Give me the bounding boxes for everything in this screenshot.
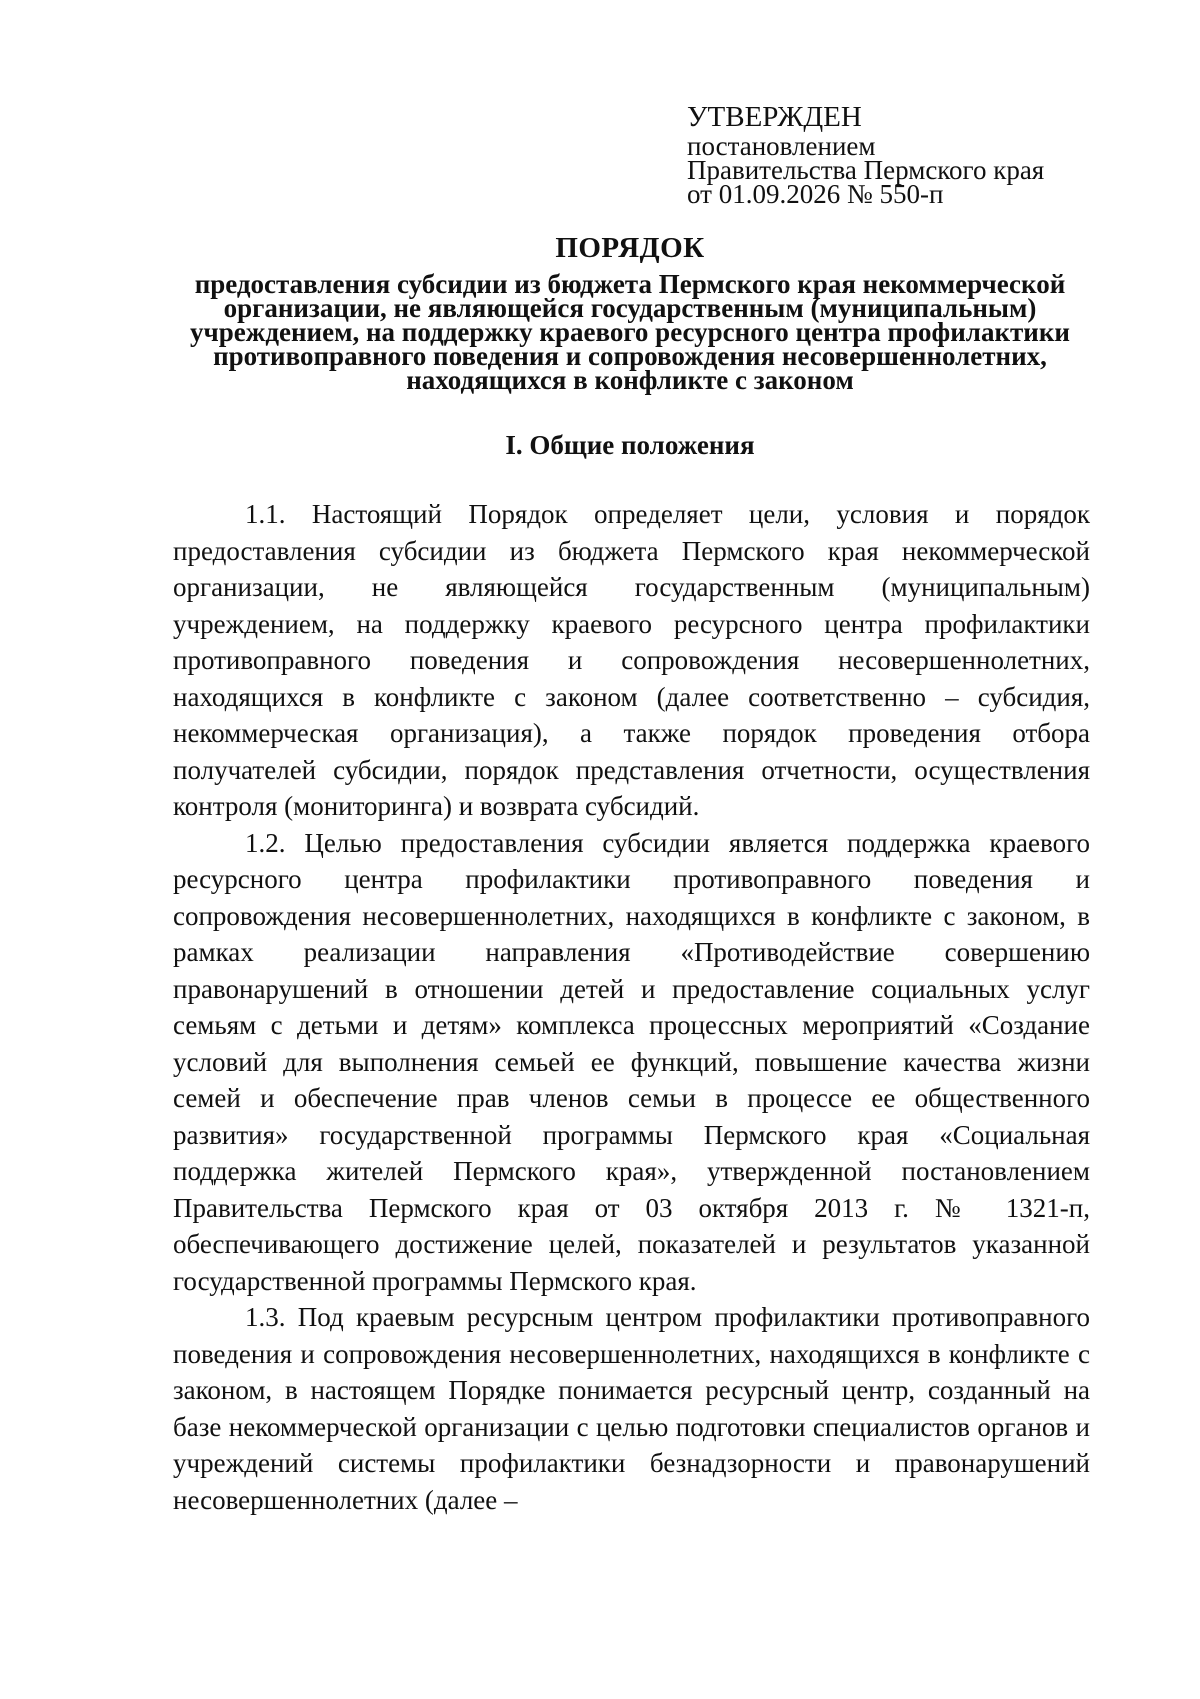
approval-line-2: Правительства Пермского края xyxy=(687,155,1045,185)
document-subtitle: предоставления субсидии из бюджета Пермского края некоммерческой организации, не являющейся государственным (муниципальным) учреждением, на поддержку краевого ресурсного центра профилактики противоправного поведения и сопровождения несовершеннолетних, находящихся в конфликте с законом xyxy=(190,269,1070,395)
section-title: I. Общие положения xyxy=(505,430,755,460)
approval-line-3: от 01.09.2026 № 550-п xyxy=(687,179,944,209)
paragraph-1-3: 1.3. Под краевым ресурсным центром профилактики противоправного поведения и сопровождения несовершеннолетних, находящихся в конфликте с законом, в настоящем Порядке понимается ресурсный центр, созданный на базе некоммерческой организации с целью подготовки специалистов органов и учреждений системы профилактики безнадзорности и правонарушений несовершеннолетних (далее – xyxy=(173,1302,1090,1515)
document-body xyxy=(173,496,1090,1518)
document-title: ПОРЯДОК xyxy=(555,232,705,264)
paragraph-1-2: 1.2. Целью предоставления субсидии является поддержка краевого ресурсного центра профилактики противоправного поведения и сопровождения несовершеннолетних, находящихся в конфликте с законом, в рамках реализации направления «Противодействие совершению правонарушений в отношении детей и предоставление социальных услуг семьям с детьми и детям» комплекса процессных мероприятий «Создание условий для выполнения семьей ее функций, повышение качества жизни семей и обеспечение прав членов семьи в процессе ее общественного развития» государственной программы Пермского края «Социальная поддержка жителей Пермского края», утвержденной постановлением Правительства Пермского края от 03 октября 2013 г. № 1321-п, обеспечивающего достижение целей, показателей и результатов указанной государственной программы Пермского края. xyxy=(173,827,1090,1296)
paragraph-1-1: 1.1. Настоящий Порядок определяет цели, условия и порядок предоставления субсидии из бюджета Пермского края некоммерческой организации, не являющейся государственным (муниципальным) учреждением, на поддержку краевого ресурсного центра профилактики противоправного поведения и сопровождения несовершеннолетних, находящихся в конфликте с законом (далее соответственно – субсидия, некоммерческая организация), а также порядок проведения отбора получателей субсидии, порядок представления отчетности, осуществления контроля (мониторинга) и возврата субсидий. xyxy=(173,499,1090,821)
approval-line-1: постановлением xyxy=(687,131,876,161)
approval-stamp xyxy=(687,100,1107,209)
approval-heading: УТВЕРЖДЕН xyxy=(687,101,862,133)
